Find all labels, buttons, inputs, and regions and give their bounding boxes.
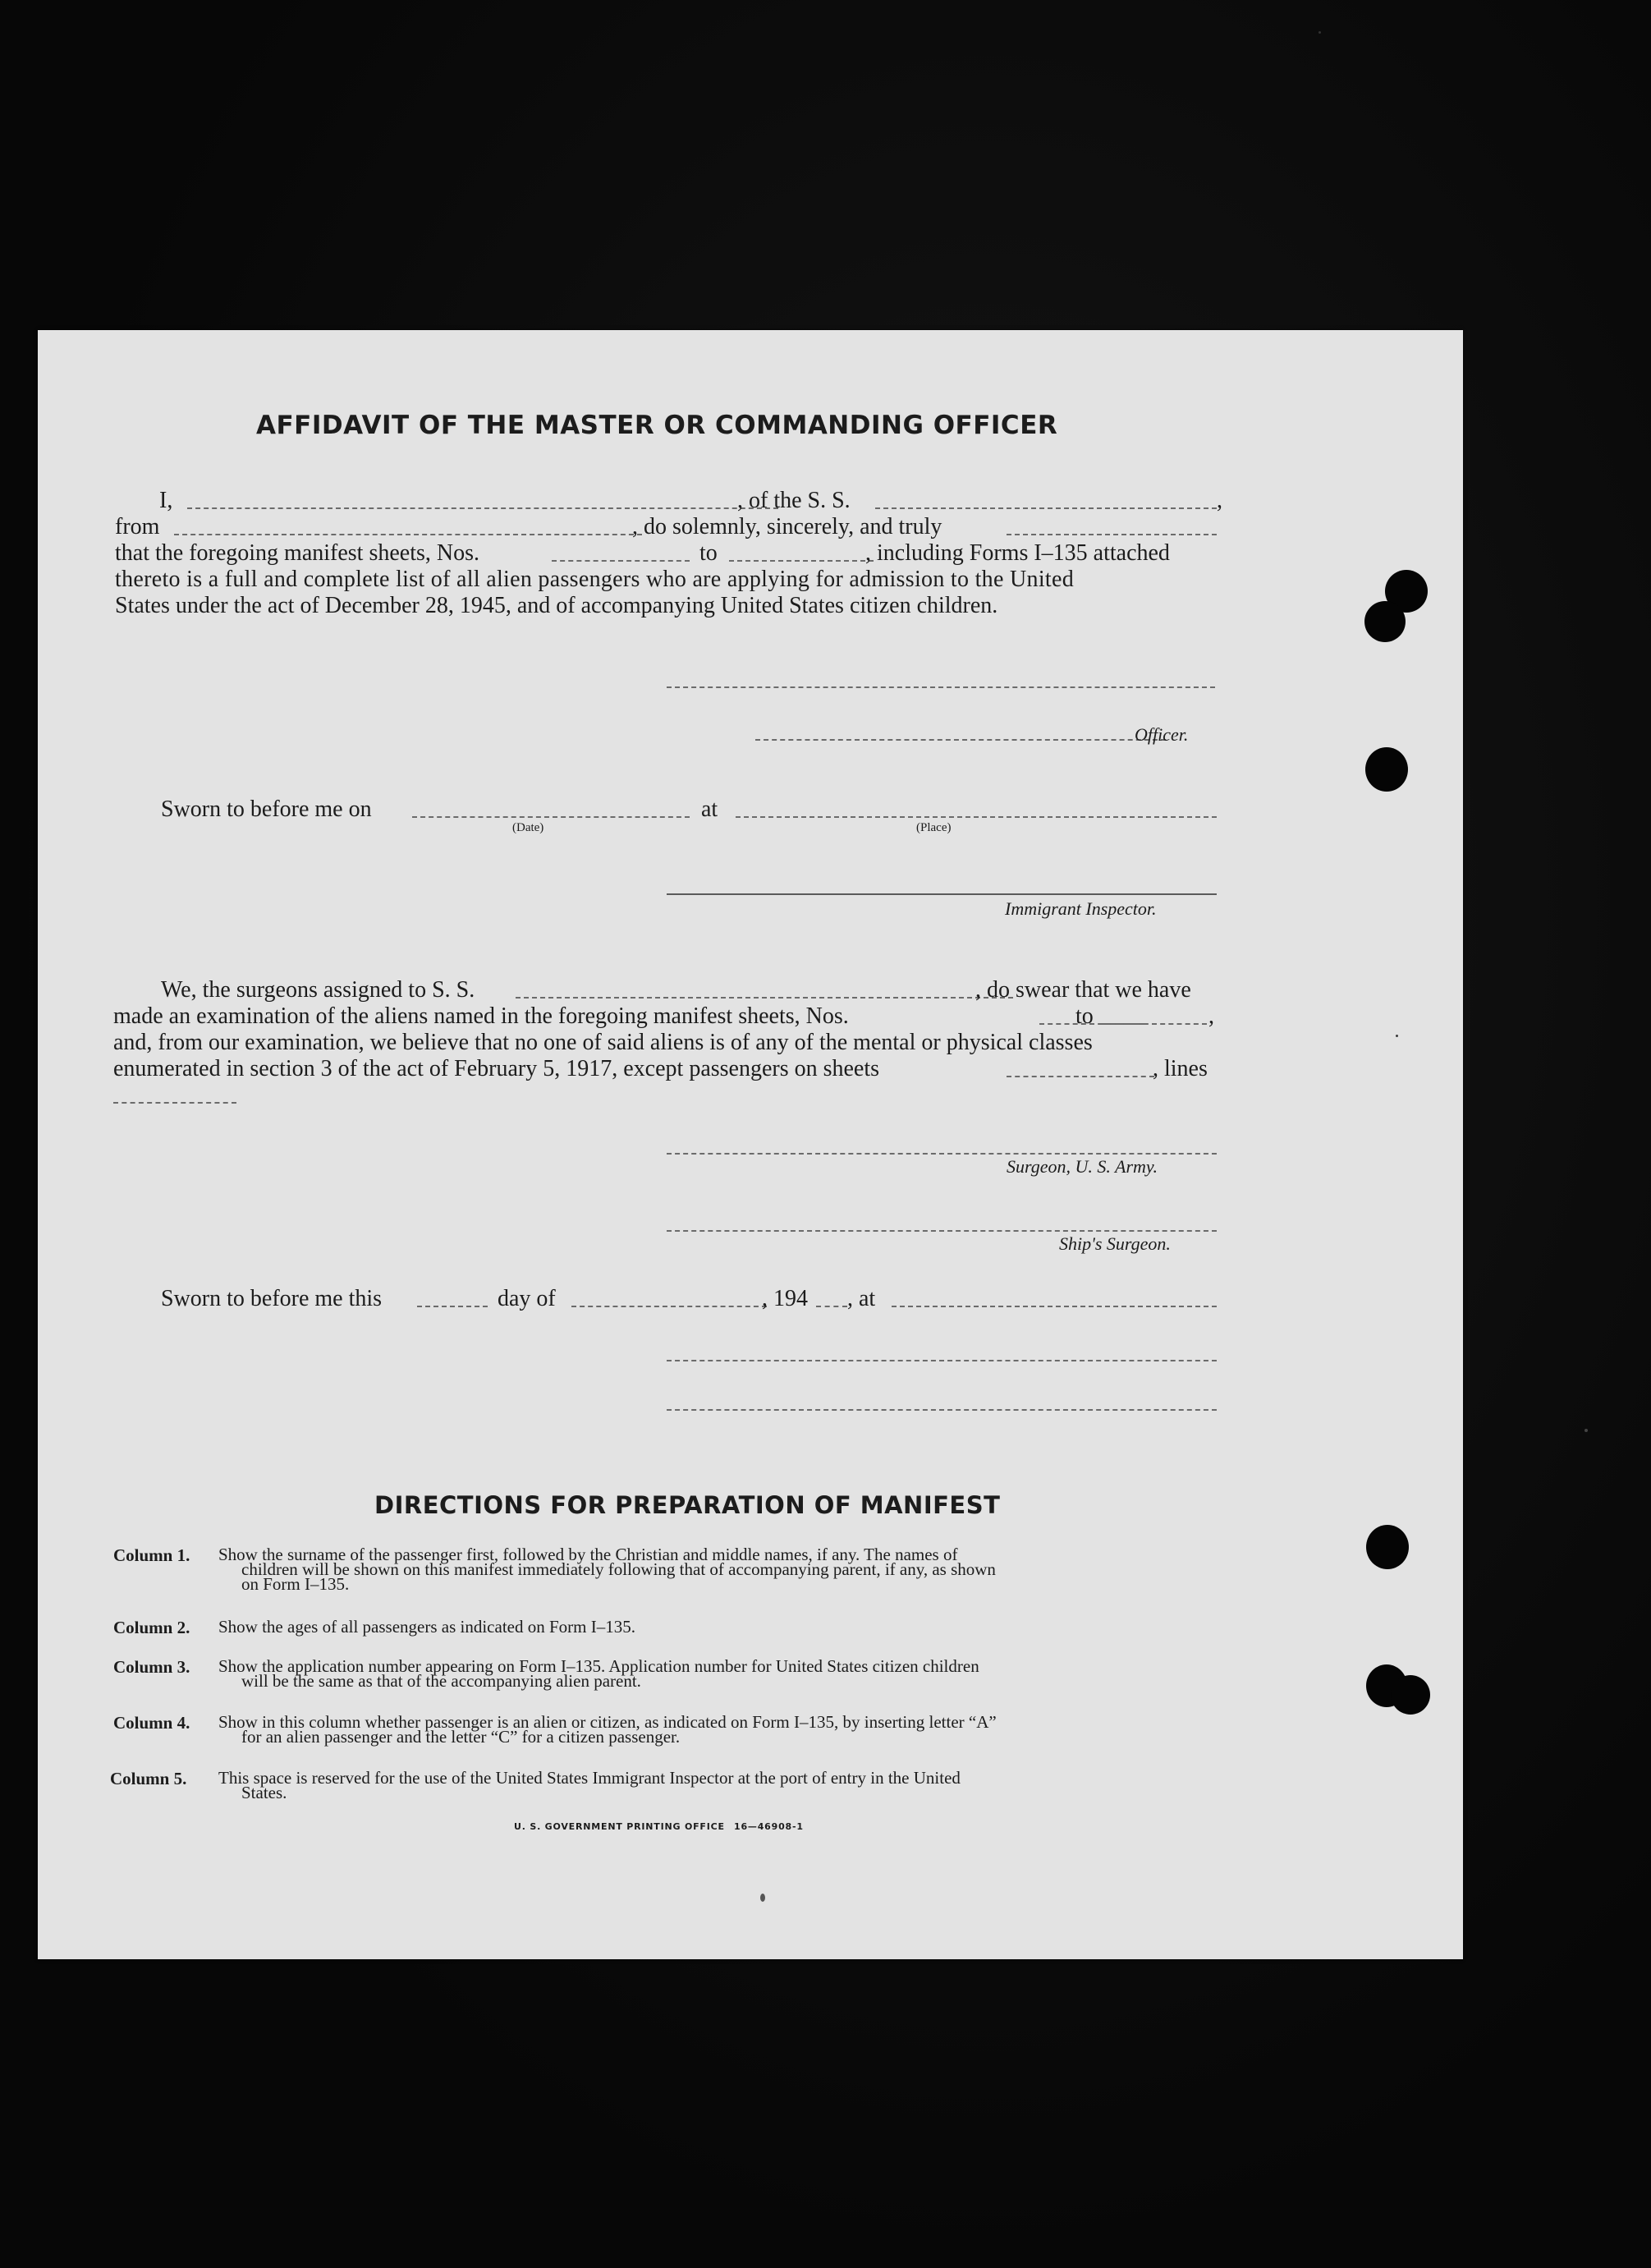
- date-caption: (Date): [512, 821, 544, 834]
- punch-hole: [1391, 1675, 1430, 1715]
- directions-title: DIRECTIONS FOR PREPARATION OF MANIFEST: [374, 1491, 1001, 1519]
- surgeons-sheets-field[interactable]: [1007, 1076, 1154, 1077]
- sworn2-year-field[interactable]: [816, 1306, 847, 1307]
- affidavit-forms: , including Forms I–135 attached: [865, 540, 1170, 566]
- affidavit-line4: thereto is a full and complete list of all alien passengers who are applying for admission to the United: [115, 567, 1075, 592]
- column-3-line: will be the same as that of the accompanying alien parent.: [241, 1671, 641, 1691]
- scan-speck: [1319, 31, 1321, 34]
- affidavit-from: from: [115, 514, 160, 539]
- sworn2-month-field[interactable]: [571, 1306, 767, 1307]
- affidavit-of-ss: , of the S. S.: [737, 488, 851, 513]
- column-5-line: This space is reserved for the use of the United States Immigrant Inspector at the port of entry in the United: [218, 1768, 961, 1788]
- master-signature-line[interactable]: [667, 686, 1215, 688]
- affidavit-comma: ,: [1217, 488, 1222, 513]
- sworn2-place-field[interactable]: [892, 1306, 1217, 1307]
- ink-speck: [760, 1894, 765, 1902]
- column-1-line: Show the surname of the passenger first, followed by the Christian and middle names, if any. The names of: [218, 1545, 958, 1564]
- surgeons-line2: made an examination of the aliens named in the foregoing manifest sheets, Nos.: [113, 1003, 849, 1029]
- affidavit-title: AFFIDAVIT OF THE MASTER OR COMMANDING OFFICER: [256, 411, 1058, 440]
- affidavit-to: to: [699, 540, 718, 566]
- scan-speck: [1396, 1035, 1398, 1037]
- form-code: 16—46908-1: [734, 1821, 804, 1832]
- affidavit-swear: , do solemnly, sincerely, and truly: [632, 514, 942, 539]
- surgeons-comma: ,: [1208, 1003, 1214, 1029]
- sheets-to-field[interactable]: [729, 560, 874, 562]
- sworn2-day-field[interactable]: [417, 1306, 488, 1307]
- sworn2-signature-line-2[interactable]: [667, 1409, 1217, 1411]
- sworn-at: at: [701, 797, 718, 822]
- surgeons-lines: , lines: [1153, 1056, 1208, 1081]
- column-4-line: for an alien passenger and the letter “C” for a citizen passenger.: [241, 1727, 681, 1747]
- swear-blank-field[interactable]: [1007, 534, 1217, 535]
- surgeons-swear: , do swear that we have: [975, 977, 1191, 1003]
- surgeons-lines-field[interactable]: [113, 1102, 236, 1104]
- officer-signature-line[interactable]: [755, 739, 1166, 741]
- sworn2-signature-line-1[interactable]: [667, 1360, 1217, 1361]
- ship-surgeon-signature-line[interactable]: [667, 1230, 1217, 1232]
- punch-hole: [1364, 601, 1406, 642]
- column-1-text: [218, 1545, 1220, 1594]
- punch-hole: [1365, 747, 1408, 792]
- sheets-from-field[interactable]: [552, 560, 690, 562]
- sworn2-year: , 194: [762, 1286, 808, 1311]
- column-2-text: [218, 1617, 1220, 1637]
- column-1-line: children will be shown on this manifest immediately following that of accompanying parent, if any, as shown: [241, 1559, 996, 1579]
- army-surgeon-label: Surgeon, U. S. Army.: [1007, 1156, 1158, 1177]
- column-4-label: Column 4.: [113, 1713, 190, 1733]
- inspector-label: Immigrant Inspector.: [1005, 898, 1157, 919]
- punch-hole: [1366, 1525, 1409, 1569]
- place-caption: (Place): [916, 821, 952, 834]
- surgeons-ship-field[interactable]: [516, 997, 1013, 999]
- affidavit-sheets: that the foregoing manifest sheets, Nos.: [115, 540, 480, 566]
- ship-surgeon-label: Ship's Surgeon.: [1059, 1233, 1171, 1254]
- officer-label: Officer.: [1135, 724, 1189, 745]
- affidavit-i: I,: [159, 488, 173, 513]
- column-3-line: Show the application number appearing on Form I–135. Application number for United States citizen children: [218, 1656, 979, 1676]
- form-page: [38, 330, 1463, 1959]
- column-1-label: Column 1.: [113, 1545, 190, 1565]
- surgeons-line3: and, from our examination, we believe that no one of said aliens is of any of the mental or physical classes: [113, 1030, 1093, 1055]
- sworn-date-field[interactable]: [412, 816, 690, 818]
- column-4-line: Show in this column whether passenger is an alien or citizen, as indicated on Form I–135, by inserting letter “A”: [218, 1712, 997, 1732]
- column-5-label: Column 5.: [110, 1769, 187, 1788]
- column-2-line: Show the ages of all passengers as indicated on Form I–135.: [218, 1617, 635, 1637]
- sworn2-day-of: day of: [498, 1286, 556, 1311]
- column-5-line: States.: [241, 1783, 287, 1802]
- sworn2-text: Sworn to before me this: [161, 1286, 383, 1311]
- column-4-text: [218, 1712, 1220, 1747]
- ship-name-field[interactable]: [875, 507, 1217, 509]
- column-3-label: Column 3.: [113, 1657, 190, 1677]
- printer-imprint: U. S. GOVERNMENT PRINTING OFFICE: [514, 1821, 725, 1832]
- affidavit-line5: States under the act of December 28, 1945, and of accompanying United States citizen children.: [115, 593, 998, 618]
- column-3-text: [218, 1656, 1220, 1691]
- sworn-text: Sworn to before me on: [161, 797, 372, 822]
- master-name-field[interactable]: [187, 507, 778, 509]
- column-1-line: on Form I–135.: [241, 1574, 350, 1594]
- surgeons-to: to: [1075, 1003, 1094, 1029]
- surgeons-line4: enumerated in section 3 of the act of February 5, 1917, except passengers on sheets: [113, 1056, 880, 1081]
- surgeons-sheets-to-field[interactable]: [1102, 1023, 1207, 1025]
- inspector-signature-line[interactable]: [667, 893, 1217, 895]
- column-2-label: Column 2.: [113, 1618, 190, 1637]
- column-5-text: [218, 1770, 1220, 1800]
- surgeons-line1: We, the surgeons assigned to S. S.: [161, 977, 475, 1003]
- scan-speck: [1585, 1429, 1588, 1432]
- army-surgeon-signature-line[interactable]: [667, 1153, 1217, 1155]
- sworn2-at: , at: [847, 1286, 876, 1311]
- from-port-field[interactable]: [174, 534, 642, 535]
- sworn-place-field[interactable]: [736, 816, 1217, 818]
